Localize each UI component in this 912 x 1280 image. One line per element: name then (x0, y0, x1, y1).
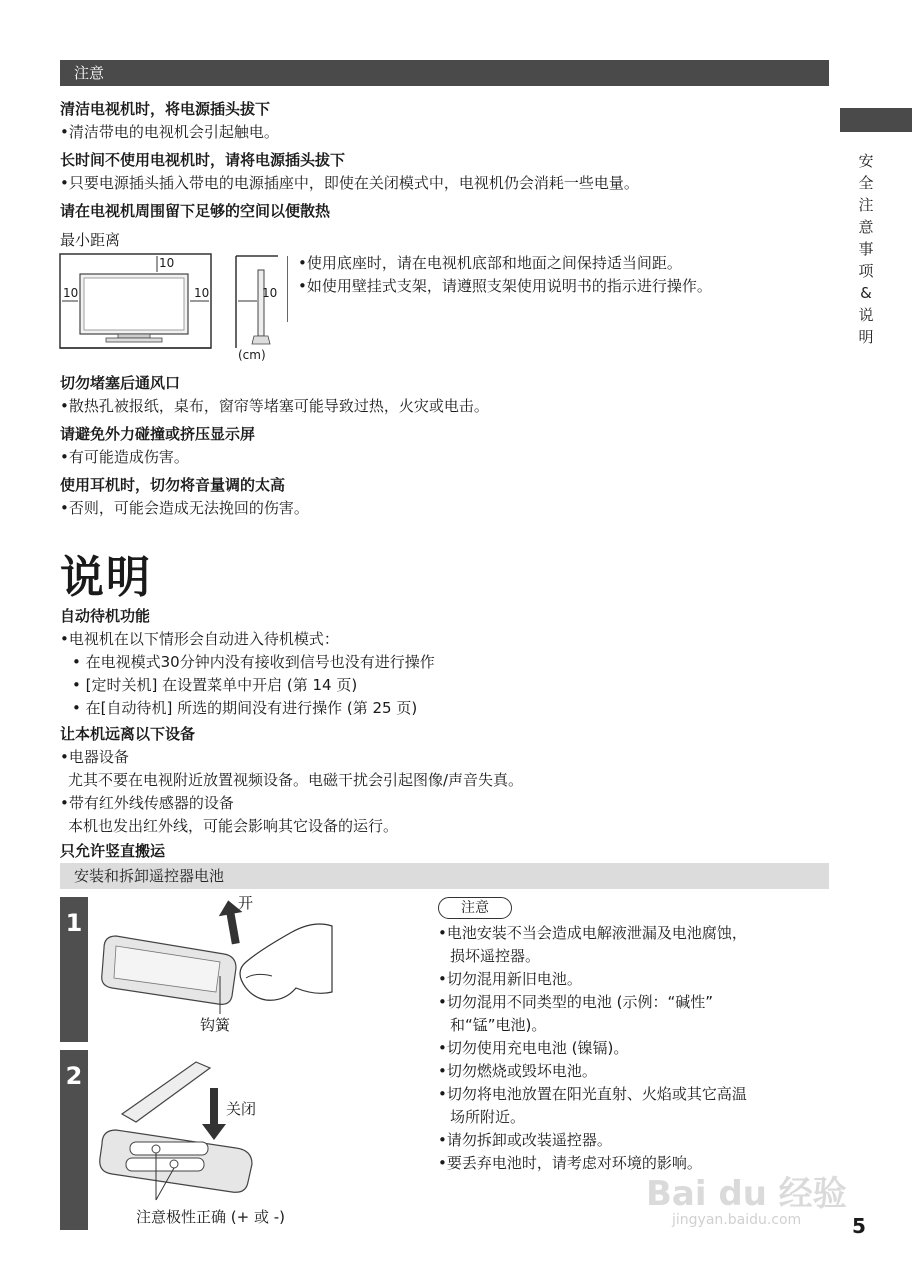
notes-title-upright: 只允许竖直搬运 (60, 842, 166, 860)
battery-caution-heat-cont: 场所附近。 (450, 1108, 526, 1126)
battery-caution-disassemble: •请勿拆卸或改装遥控器。 (438, 1131, 612, 1149)
min-distance-label: 最小距离 (60, 231, 121, 249)
notes-sub-no-operation: • 在[自动待机] 所选的期间没有进行操作 (第 25 页) (72, 699, 418, 717)
caution-title-cleaning: 清洁电视机时，将电源插头拔下 (60, 100, 271, 118)
side-tab-char: 安 (858, 152, 874, 170)
battery-caution-heat: •切勿将电池放置在阳光直射、火焰或其它高温 (438, 1085, 747, 1103)
notes-text-infrared: •带有红外线传感器的设备 (60, 794, 234, 812)
notes-title-auto-standby: 自动待机功能 (60, 607, 151, 625)
notes-text-auto-standby: •电视机在以下情形会自动进入待机模式： (60, 630, 339, 648)
side-tab-char: 项 (858, 262, 874, 280)
caution-header-title: 注意 (74, 64, 105, 82)
caution-text-screen: •有可能造成伤害。 (60, 448, 189, 466)
battery-caution-pill (438, 897, 512, 919)
caution-title-vents: 切勿堵塞后通风口 (60, 374, 181, 392)
step-1-badge (60, 897, 88, 1042)
notes-detail-infrared: 本机也发出红外线，可能会影响其它设备的运行。 (68, 817, 399, 835)
remote-close-illustration (96, 1052, 336, 1232)
distance-right-value: 10 (194, 286, 210, 300)
step-1-hook-label: 钩簧 (200, 1016, 231, 1034)
step-1-number: 1 (65, 909, 83, 937)
page-number: 5 (852, 1214, 866, 1238)
step-2-badge (60, 1050, 88, 1230)
caution-text-cleaning: •清洁带电的电视机会引起触电。 (60, 123, 279, 141)
side-tab-char: 全 (858, 174, 874, 192)
notes-sub-no-signal: • 在电视模式30分钟内没有接收到信号也没有进行操作 (72, 653, 435, 671)
battery-caution-types-cont: 和“锰”电池)。 (450, 1016, 547, 1034)
caution-text-headphones: •否则，可能会造成无法挽回的伤害。 (60, 499, 309, 517)
caution-title-ventilation-space: 请在电视机周围留下足够的空间以便散热 (60, 202, 331, 220)
caution-text-stand: •使用底座时，请在电视机底部和地面之间保持适当间距。 (298, 254, 682, 272)
notes-detail-electrical: 尤其不要在电视附近放置视频设备。电磁干扰会引起图像/声音失真。 (68, 771, 524, 789)
battery-caution-disposal: •要丢弃电池时，请考虑对环境的影响。 (438, 1154, 702, 1172)
notes-heading: 说明 (60, 552, 152, 603)
battery-header-bar (60, 863, 829, 889)
battery-caution-pill-label: 注意 (461, 900, 489, 916)
battery-caution-leak-cont: 损坏遥控器。 (450, 947, 541, 965)
side-tab-char: & (860, 284, 872, 302)
caution-text-vents: •散热孔被报纸，桌布，窗帘等堵塞可能导致过热，火灾或电击。 (60, 397, 489, 415)
side-tab-char: 说 (858, 306, 874, 324)
caution-title-unused: 长时间不使用电视机时，请将电源插头拔下 (60, 151, 346, 169)
distance-left-value: 10 (63, 286, 79, 300)
caution-header-bar (60, 60, 829, 86)
watermark-logo: Bai du 经验 (646, 1174, 847, 1214)
side-tab-char: 注 (858, 196, 874, 214)
distance-top-value: 10 (159, 256, 175, 270)
step-2-polarity-label: 注意极性正确 (+ 或 -) (136, 1208, 285, 1226)
side-tab-marker (840, 108, 912, 132)
caution-title-screen: 请避免外力碰撞或挤压显示屏 (60, 425, 256, 443)
step-2-illustration (96, 1052, 336, 1232)
notes-title-keep-away: 让本机远离以下设备 (60, 725, 196, 743)
battery-caution-old-new: •切勿混用新旧电池。 (438, 970, 582, 988)
step-2-close-label: 关闭 (226, 1100, 257, 1118)
side-tab-char: 明 (858, 328, 874, 346)
distance-side-value: 10 (262, 286, 278, 300)
caution-text-wall-mount: •如使用壁挂式支架，请遵照支架使用说明书的指示进行操作。 (298, 277, 712, 295)
notes-text-electrical: •电器设备 (60, 748, 129, 766)
battery-header-title: 安装和拆卸遥控器电池 (74, 867, 225, 885)
side-tab-char: 事 (858, 240, 874, 258)
battery-caution-rechargeable: •切勿使用充电电池 (镍镉)。 (438, 1039, 629, 1057)
caution-title-headphones: 使用耳机时，切勿将音量调的太高 (60, 476, 286, 494)
step-2-number: 2 (65, 1062, 83, 1090)
notes-sub-off-timer: • [定时关机] 在设置菜单中开启 (第 14 页) (72, 676, 358, 694)
caution-text-unused: •只要电源插头插入带电的电源插座中，即使在关闭模式中，电视机仍会消耗一些电量。 (60, 174, 639, 192)
distance-unit: (cm) (238, 348, 266, 362)
side-tab-char: 意 (858, 218, 874, 236)
distance-diagram (58, 252, 288, 364)
step-1-open-label: 开 (238, 894, 254, 912)
side-tab-label (856, 150, 876, 348)
battery-caution-burn: •切勿燃烧或毁坏电池。 (438, 1062, 597, 1080)
battery-caution-types: •切勿混用不同类型的电池 (示例：“碱性” (438, 993, 714, 1011)
watermark-url: jingyan.baidu.com (672, 1212, 802, 1228)
battery-caution-leak: •电池安装不当会造成电解液泄漏及电池腐蚀， (438, 924, 747, 942)
step-1-illustration (96, 892, 336, 1042)
